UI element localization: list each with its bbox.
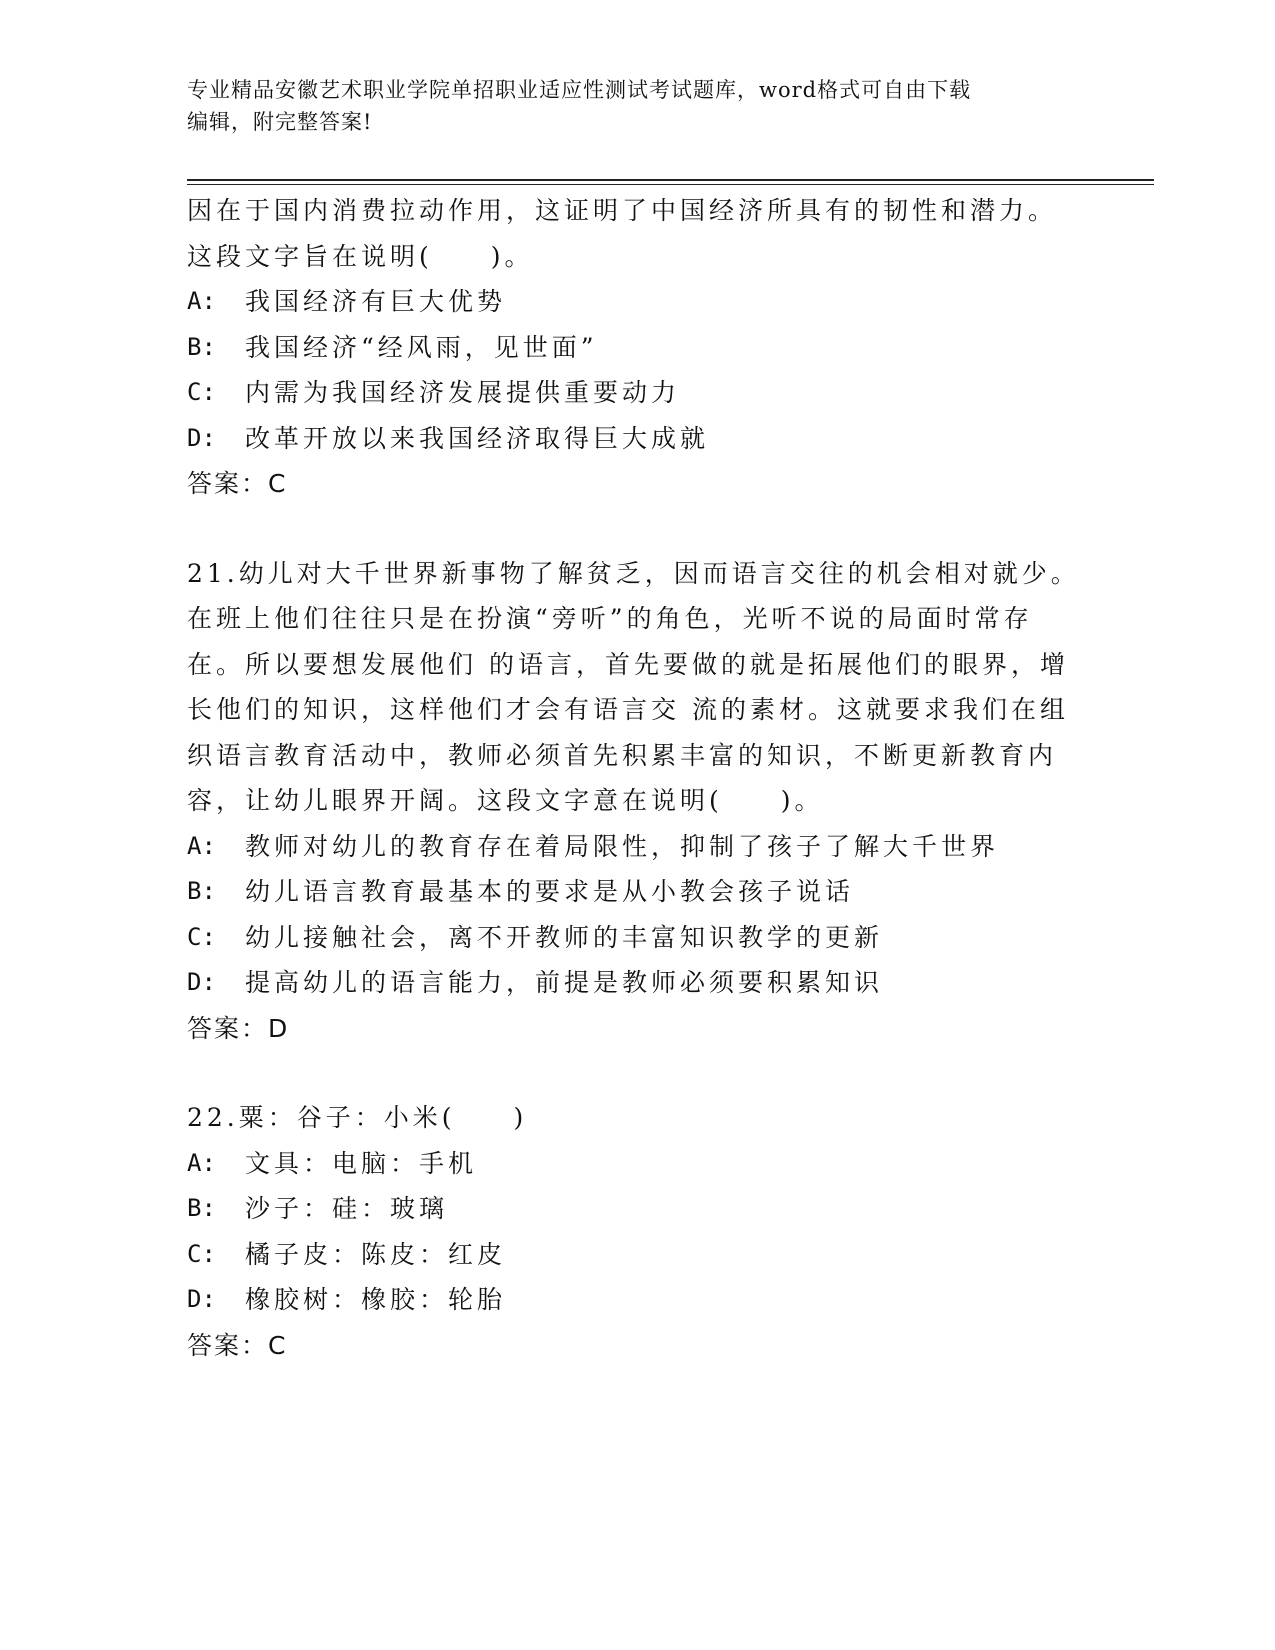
option-letter: D: bbox=[187, 1285, 216, 1313]
option-letter: D: bbox=[187, 423, 216, 452]
question-text-line: 织语言教育活动中，教师必须首先积累丰富的知识，不断更新教育内 bbox=[187, 740, 1058, 770]
option-text: 橘子皮：陈皮：红皮 bbox=[245, 1239, 507, 1269]
option-b bbox=[187, 325, 1087, 371]
question-gap bbox=[187, 1051, 1087, 1095]
option-a bbox=[187, 279, 1087, 325]
option-text: 橡胶树：橡胶：轮胎 bbox=[245, 1285, 507, 1314]
option-c bbox=[187, 1232, 1087, 1278]
question-text-line: 在班上他们往往只是在扮演“旁听”的角色，光听不说的局面时常存 bbox=[187, 604, 1033, 633]
option-text: 幼儿接触社会，离不开教师的丰富知识教学的更新 bbox=[245, 922, 884, 952]
option-d bbox=[187, 960, 1087, 1006]
option-text: 我国经济有巨大优势 bbox=[245, 287, 507, 316]
option-letter: B: bbox=[187, 877, 216, 905]
option-text: 教师对幼儿的教育存在着局限性，抑制了孩子了解大千世界 bbox=[245, 831, 1000, 861]
option-d bbox=[187, 416, 1087, 462]
option-a bbox=[187, 1141, 1087, 1187]
option-a bbox=[187, 824, 1087, 870]
option-letter: C: bbox=[187, 1239, 216, 1268]
option-letter: A: bbox=[187, 287, 216, 315]
question-text-line: 因在于国内消费拉动作用，这证明了中国经济所具有的韧性和潜力。 bbox=[187, 196, 1058, 225]
header-rule-thick bbox=[187, 179, 1154, 181]
option-text: 幼儿语言教育最基本的要求是从小教会孩子说话 bbox=[245, 877, 855, 906]
answer-line: 答案：D bbox=[187, 1013, 290, 1043]
option-b bbox=[187, 1186, 1087, 1232]
question-content bbox=[187, 188, 1087, 1368]
question-gap bbox=[187, 507, 1087, 551]
header-line-1: 专业精品安徽艺术职业学院单招职业适应性测试考试题库，word格式可自由下载 bbox=[187, 78, 972, 102]
question-21 bbox=[187, 551, 1087, 1052]
option-letter: D: bbox=[187, 968, 216, 996]
option-letter: C: bbox=[187, 378, 216, 406]
option-text: 沙子：硅：玻璃 bbox=[245, 1194, 449, 1223]
option-text: 改革开放以来我国经济取得巨大成就 bbox=[245, 423, 710, 453]
answer-line: 答案：C bbox=[187, 1330, 288, 1360]
question-text-line: 长他们的知识，这样他们才会有语言交 流的素材。这就要求我们在组 bbox=[187, 695, 1069, 724]
header-rule-thin bbox=[187, 184, 1154, 185]
option-letter: C: bbox=[187, 922, 216, 951]
question-22 bbox=[187, 1095, 1087, 1368]
option-letter: B: bbox=[187, 332, 216, 361]
option-text: 我国经济“经风雨，见世面” bbox=[245, 332, 598, 362]
option-c bbox=[187, 915, 1087, 961]
page-header bbox=[187, 74, 1067, 138]
answer-line: 答案：C bbox=[187, 469, 288, 498]
option-text: 内需为我国经济发展提供重要动力 bbox=[245, 378, 681, 407]
question-text-line: 21.幼儿对大千世界新事物了解贫乏，因而语言交往的机会相对就少。 bbox=[187, 558, 1080, 588]
option-b bbox=[187, 869, 1087, 915]
header-line-2: 编辑，附完整答案! bbox=[187, 110, 373, 134]
option-d bbox=[187, 1277, 1087, 1323]
question-20 bbox=[187, 188, 1087, 507]
option-letter: A: bbox=[187, 1148, 216, 1177]
question-text-line: 容，让幼儿眼界开阔。这段文字意在说明( )。 bbox=[187, 786, 824, 815]
option-c bbox=[187, 370, 1087, 416]
option-letter: A: bbox=[187, 831, 216, 860]
option-text: 提高幼儿的语言能力，前提是教师必须要积累知识 bbox=[245, 968, 884, 997]
option-letter: B: bbox=[187, 1194, 216, 1222]
question-text-line: 这段文字旨在说明( )。 bbox=[187, 241, 534, 271]
question-text-line: 在。所以要想发展他们 的语言，首先要做的就是拓展他们的眼界，增 bbox=[187, 649, 1069, 679]
option-text: 文具：电脑：手机 bbox=[245, 1148, 478, 1178]
question-text-line: 22.粟：谷子：小米( ) bbox=[187, 1103, 528, 1132]
